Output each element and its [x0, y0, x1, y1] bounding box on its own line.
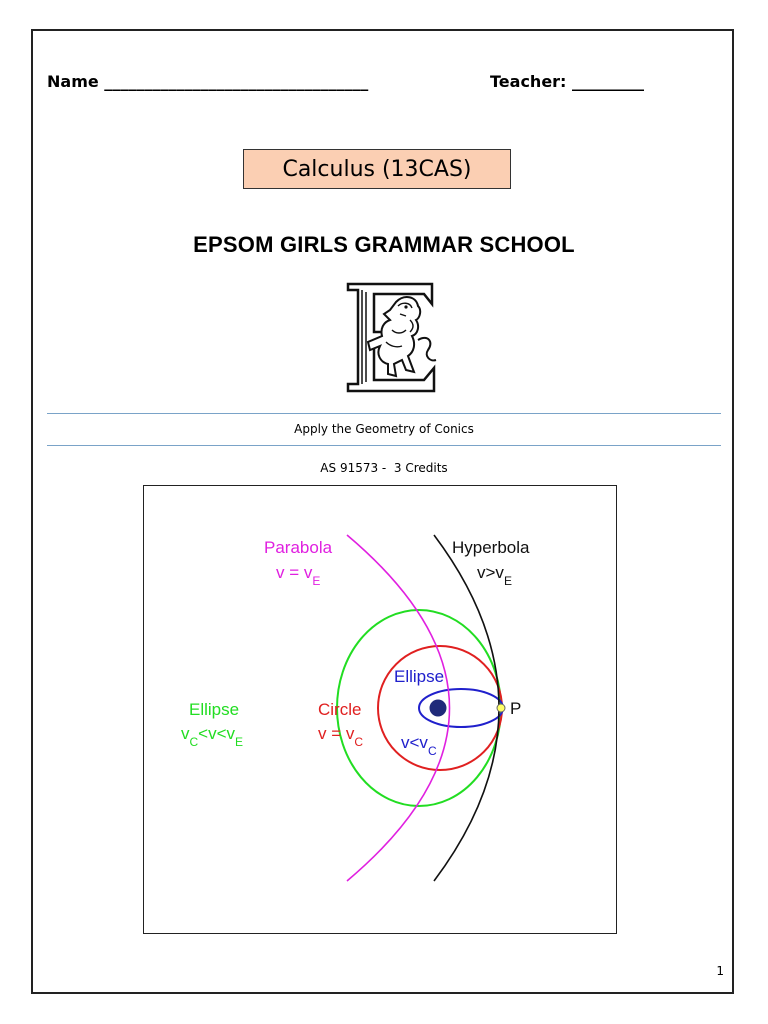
standard-title: Apply the Geometry of Conics: [294, 422, 474, 436]
label-hyperbola-velocity: $v>v_E$: [477, 563, 512, 588]
label-circle-velocity: $v = v_C$: [318, 724, 364, 749]
label-hyperbola: Hyperbola: [452, 538, 530, 557]
name-field[interactable]: Name _________________________________: [47, 72, 369, 91]
name-teacher-row: [47, 72, 687, 96]
label-ellipse-inner: Ellipse: [394, 667, 445, 686]
point-p-marker: [497, 704, 505, 712]
standard-credits: AS 91573 - 3 Credits: [320, 461, 448, 475]
course-title: Calculus (13CAS): [282, 156, 472, 182]
orbit-diagram: [144, 486, 618, 935]
conics-orbit-figure: [143, 485, 617, 934]
central-body: [430, 700, 447, 717]
teacher-field[interactable]: Teacher: _________: [490, 72, 645, 91]
divider-bottom: [47, 445, 721, 446]
label-parabola: Parabola: [264, 538, 333, 557]
label-ellipse-outer: Ellipse: [189, 700, 240, 719]
divider-top: [47, 413, 721, 414]
label-parabola-velocity: $v = v_E$: [276, 563, 321, 588]
label-circle: Circle: [318, 700, 362, 719]
course-title-box: [243, 149, 511, 189]
label-ellipse-inner-velocity: $v<v_C$: [401, 733, 437, 758]
page-number: 1: [716, 964, 724, 978]
label-point-p: P: [510, 699, 522, 718]
school-name: EPSOM GIRLS GRAMMAR SCHOOL: [193, 232, 575, 257]
school-crest-logo: [340, 280, 440, 395]
label-ellipse-outer-velocity: $v_C<v<v_E$: [181, 724, 244, 749]
